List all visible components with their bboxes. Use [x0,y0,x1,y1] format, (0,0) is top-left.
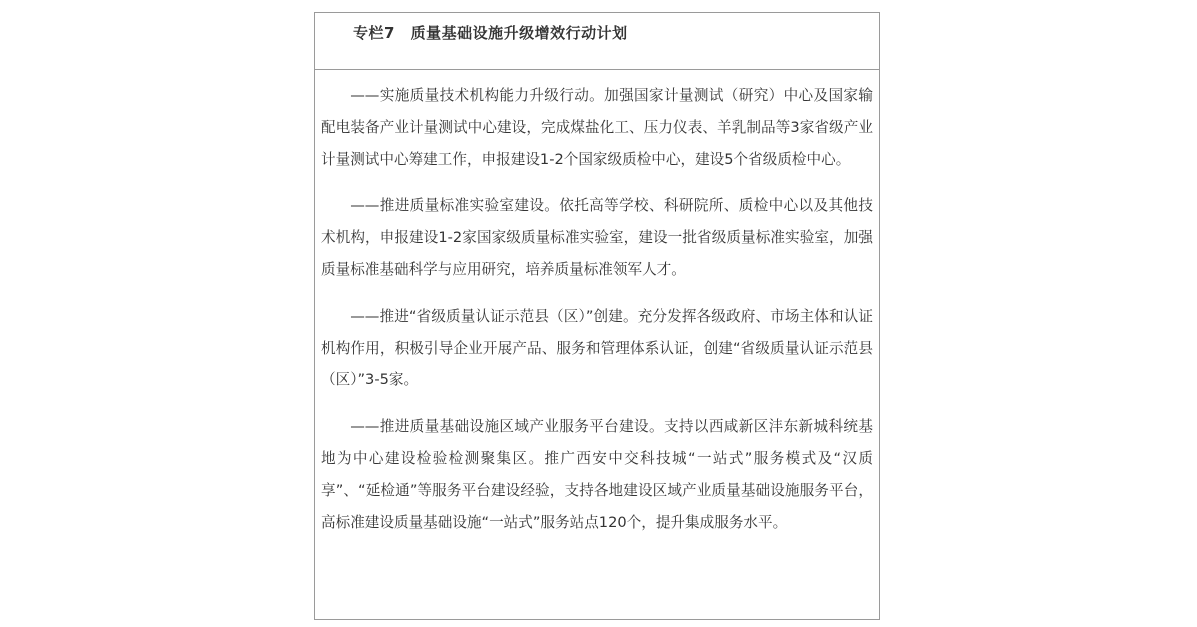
paragraph-testing-institutions: ——实施质量技术机构能力升级行动。加强国家计量测试（研究）中心及国家输配电装备产业计量测试中心建设，完成煤盐化工、压力仪表、羊乳制品等3家省级产业计量测试中心筹建工作，申报建设1-2个国家级质检中心，建设5个省级质检中心。 [321,87,873,168]
column-header [315,13,879,70]
paragraph-certification-demonstration: ——推进“省级质量认证示范县（区）”创建。充分发挥各级政府、市场主体和认证机构作用，积极引导企业开展产品、服务和管理体系认证，创建“省级质量认证示范县（区）”3-5家。 [321,307,873,389]
paragraph-service-platforms: ——推进质量基础设施区域产业服务平台建设。支持以西咸新区沣东新城科统基地为中心建设检验检测聚集区。推广西安中交科技城“一站式”服务模式及“汉质享”、“延检通”等服务平台建设经验，支持各地建设区域产业质量基础设施服务平台，高标准建设质量基础设施“一站式”服务站点120个，提升集成服务水平。 [321,418,873,531]
paragraph-standards-laboratories: ——推进质量标准实验室建设。依托高等学校、科研院所、质检中心以及其他技术机构，申报建设1-2家国家级质量标准实验室，建设一批省级质量标准实验室，加强质量标准基础科学与应用研究，培养质量标准领军人才。 [321,197,873,278]
column-body [315,70,879,538]
column-title: 质量基础设施升级增效行动计划 [410,24,628,42]
column-number: 专栏7 [353,24,395,42]
special-column-box [314,12,880,620]
